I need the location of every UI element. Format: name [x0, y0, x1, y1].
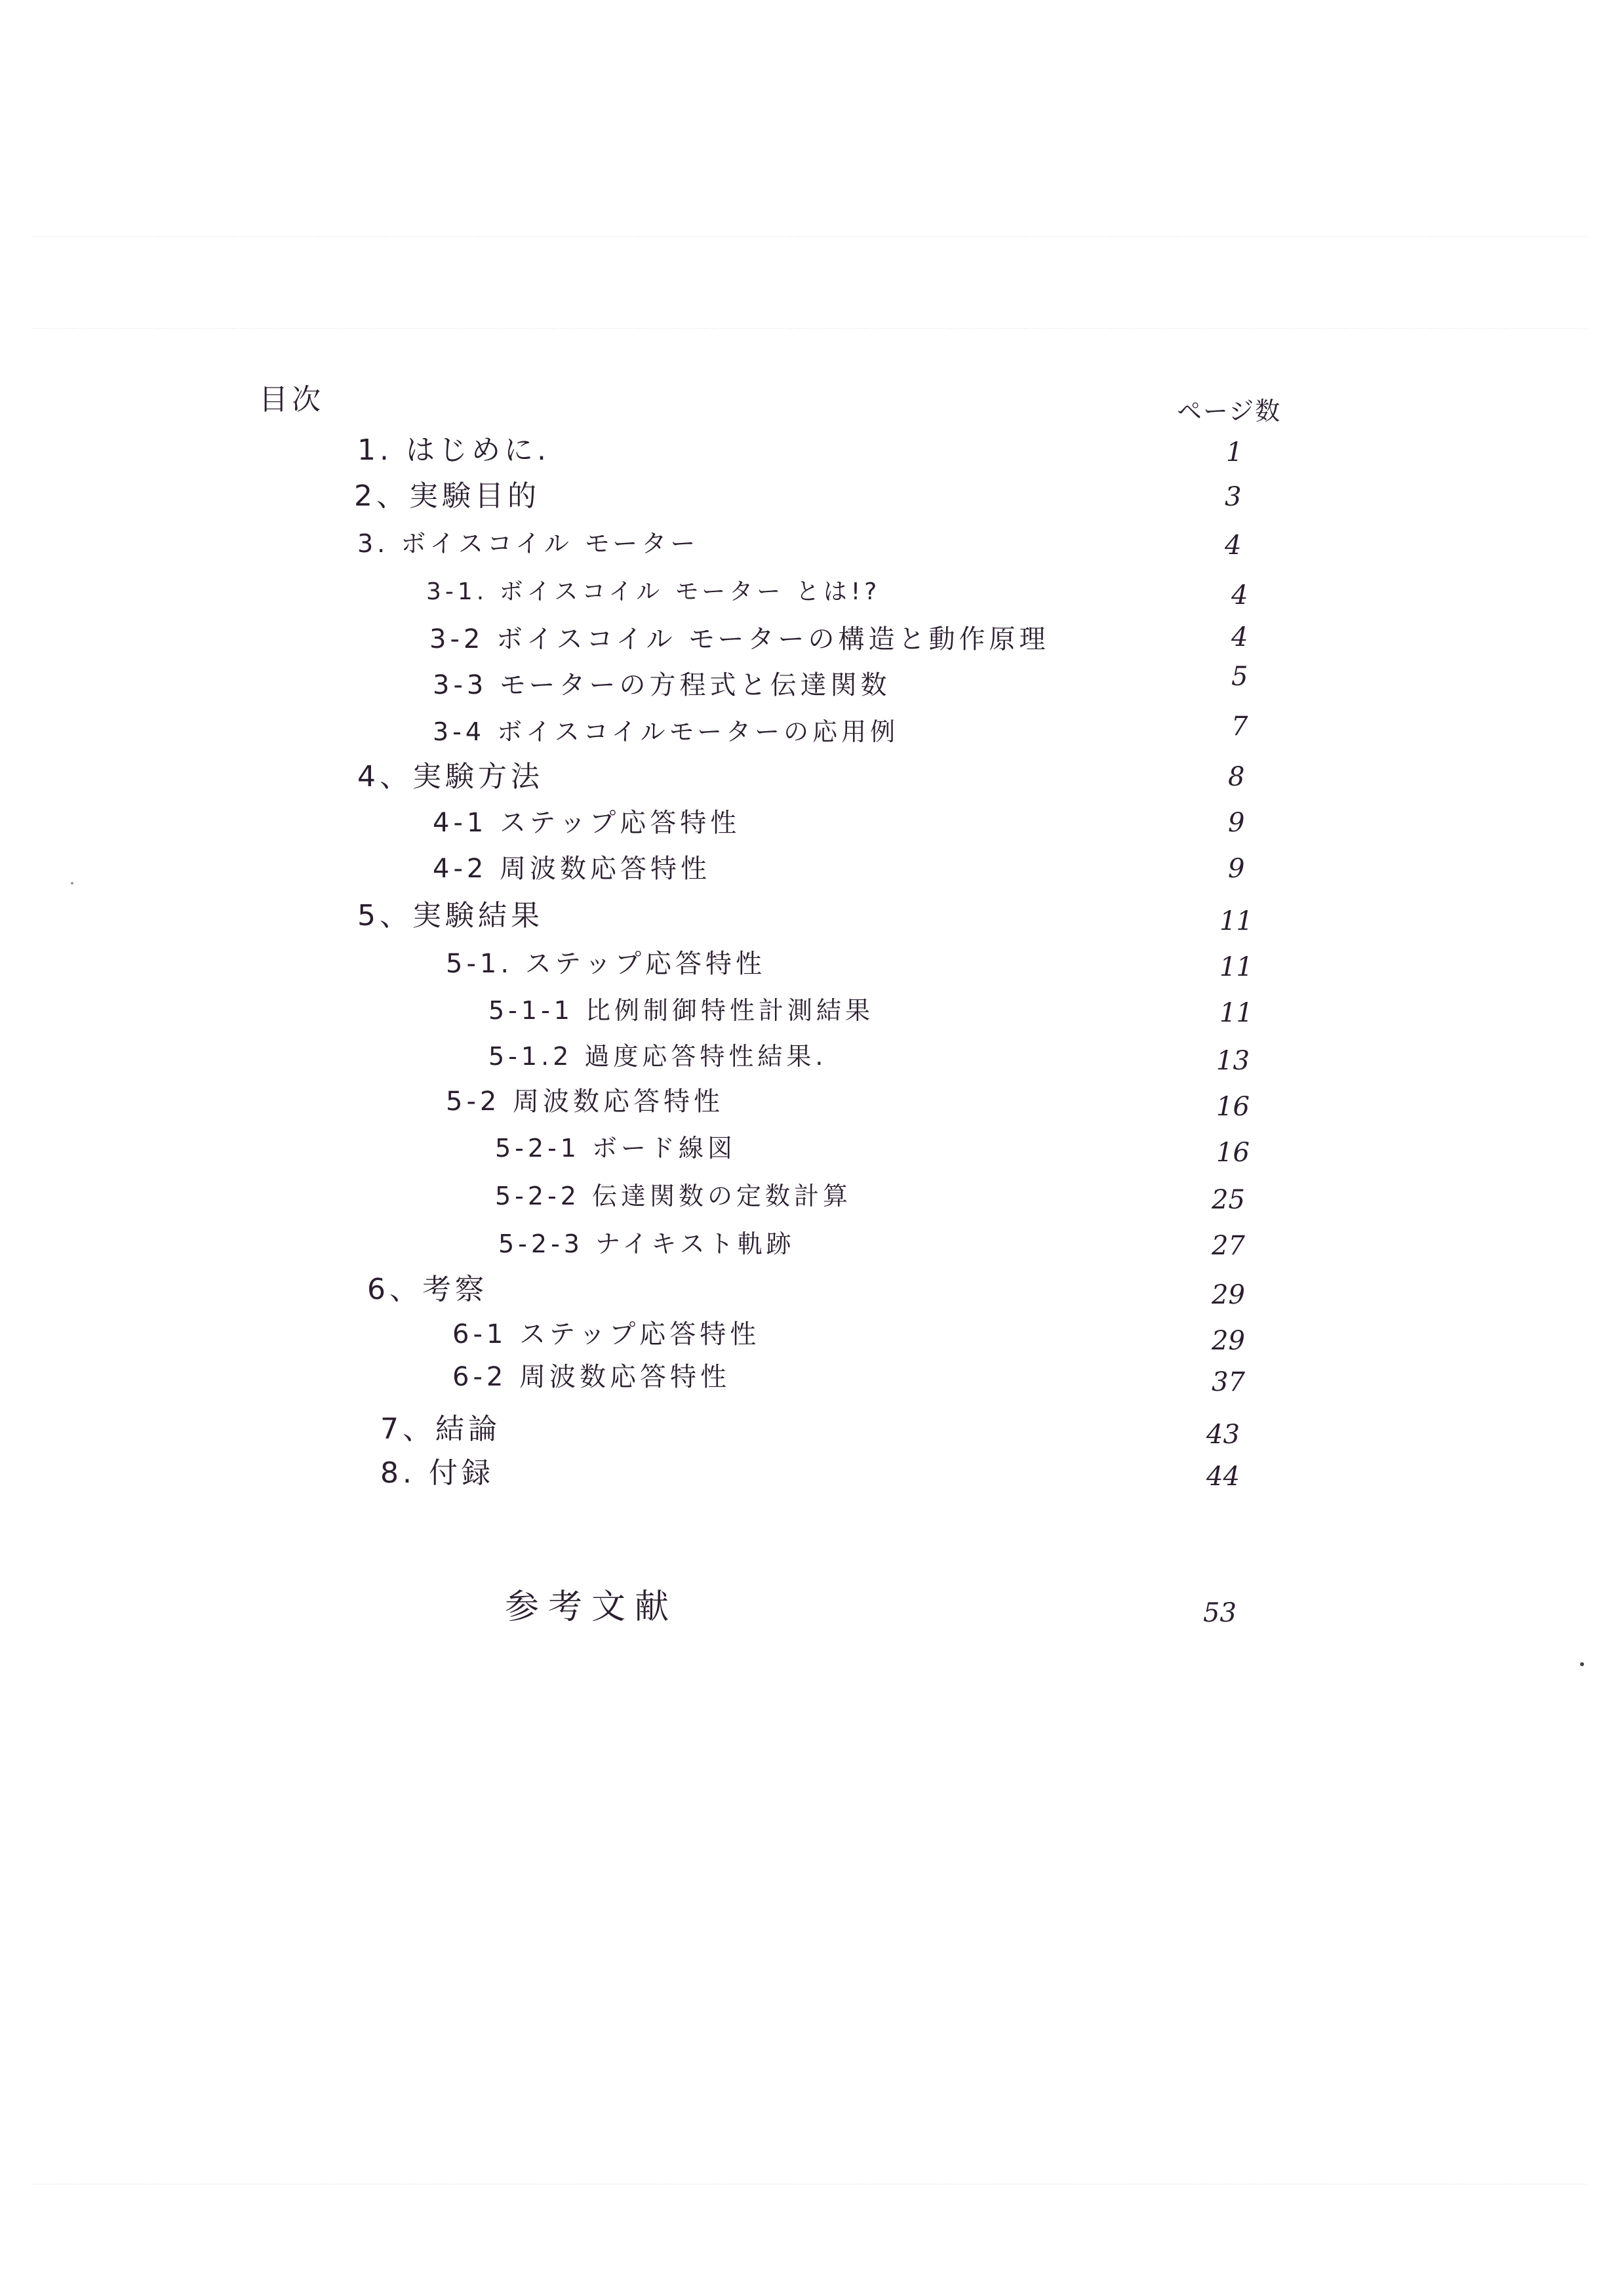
ruled-line: [33, 236, 1587, 237]
toc-entry-page: 16: [1216, 1092, 1250, 1122]
toc-entry-label: 3-2 ボイスコイル モーターの構造と動作原理: [429, 624, 1050, 654]
toc-entry-page: 9: [1228, 808, 1245, 838]
toc-entry-label: 5-1-1 比例制御特性計測結果: [488, 996, 875, 1025]
toc-entry-page: 9: [1228, 854, 1245, 884]
toc-entry-label: 7、結論: [380, 1412, 501, 1446]
toc-entry-label: 5-1.2 過度応答特性結果.: [488, 1042, 827, 1071]
toc-entry-page: 16: [1216, 1138, 1250, 1168]
toc-entry-label: 6、考察: [367, 1273, 488, 1306]
toc-entry-page: 3: [1225, 482, 1242, 512]
toc-entry-page: 8: [1228, 762, 1245, 792]
toc-entry-page: 4: [1225, 530, 1242, 561]
toc-entry-label: 5-2 周波数応答特性: [446, 1087, 724, 1117]
toc-entry-label: 3-1. ボイスコイル モーター とは!?: [426, 578, 881, 605]
toc-entry-page: 11: [1219, 998, 1253, 1028]
page-column-header: ページ数: [1177, 397, 1282, 426]
toc-entry-page: 1: [1226, 437, 1243, 468]
toc-entry-page: 11: [1219, 952, 1253, 982]
scan-speck: [1580, 1662, 1584, 1666]
toc-entry-page: 11: [1219, 906, 1253, 936]
ruled-line: [33, 328, 1587, 329]
toc-entry-label: 5-2-3 ナイキスト軌跡: [498, 1229, 795, 1258]
toc-entry-page: 27: [1212, 1231, 1245, 1261]
toc-entry-label: 5-1. ステップ応答特性: [446, 949, 766, 979]
toc-entry-page: 25: [1212, 1185, 1245, 1215]
references-label: 参考文献: [505, 1587, 679, 1627]
toc-entry-label: 4-1 ステップ応答特性: [433, 808, 741, 838]
toc-entry-page: 4: [1231, 580, 1248, 610]
toc-entry-label: 5-2-1 ボード線図: [495, 1134, 737, 1163]
toc-entry-page: 4: [1231, 622, 1248, 652]
toc-entry-label: 8. 付録: [380, 1456, 494, 1490]
references-page: 53: [1203, 1598, 1237, 1628]
toc-entry-label: 3-3 モーターの方程式と伝達関数: [433, 670, 891, 700]
toc-entry-label: 5-2-2 伝達関数の定数計算: [495, 1182, 852, 1210]
toc-entry-label: 2、実験目的: [354, 479, 540, 513]
scan-speck: [71, 882, 73, 885]
toc-entry-label: 5、実験結果: [357, 899, 544, 932]
toc-entry-label: 3. ボイスコイル モーター: [357, 529, 700, 558]
toc-entry-page: 37: [1212, 1367, 1245, 1397]
toc-entry-label: 6-2 周波数応答特性: [452, 1362, 731, 1392]
toc-entry-page: 29: [1212, 1280, 1245, 1310]
ruled-line: [33, 2184, 1587, 2185]
toc-entry-page: 43: [1206, 1420, 1240, 1450]
toc-entry-label: 4-2 周波数応答特性: [433, 854, 711, 884]
toc-entry-page: 7: [1231, 711, 1248, 742]
toc-title: 目次: [259, 383, 325, 416]
toc-entry-label: 6-1 ステップ応答特性: [452, 1319, 761, 1349]
toc-entry-label: 3-4 ボイスコイルモーターの応用例: [433, 717, 900, 746]
toc-entry-page: 5: [1231, 662, 1248, 692]
toc-entry-page: 13: [1216, 1046, 1250, 1076]
toc-entry-label: 1. はじめに.: [357, 433, 550, 467]
toc-entry-label: 4、実験方法: [357, 760, 544, 793]
toc-entry-page: 29: [1212, 1326, 1245, 1356]
toc-entry-page: 44: [1206, 1462, 1240, 1492]
